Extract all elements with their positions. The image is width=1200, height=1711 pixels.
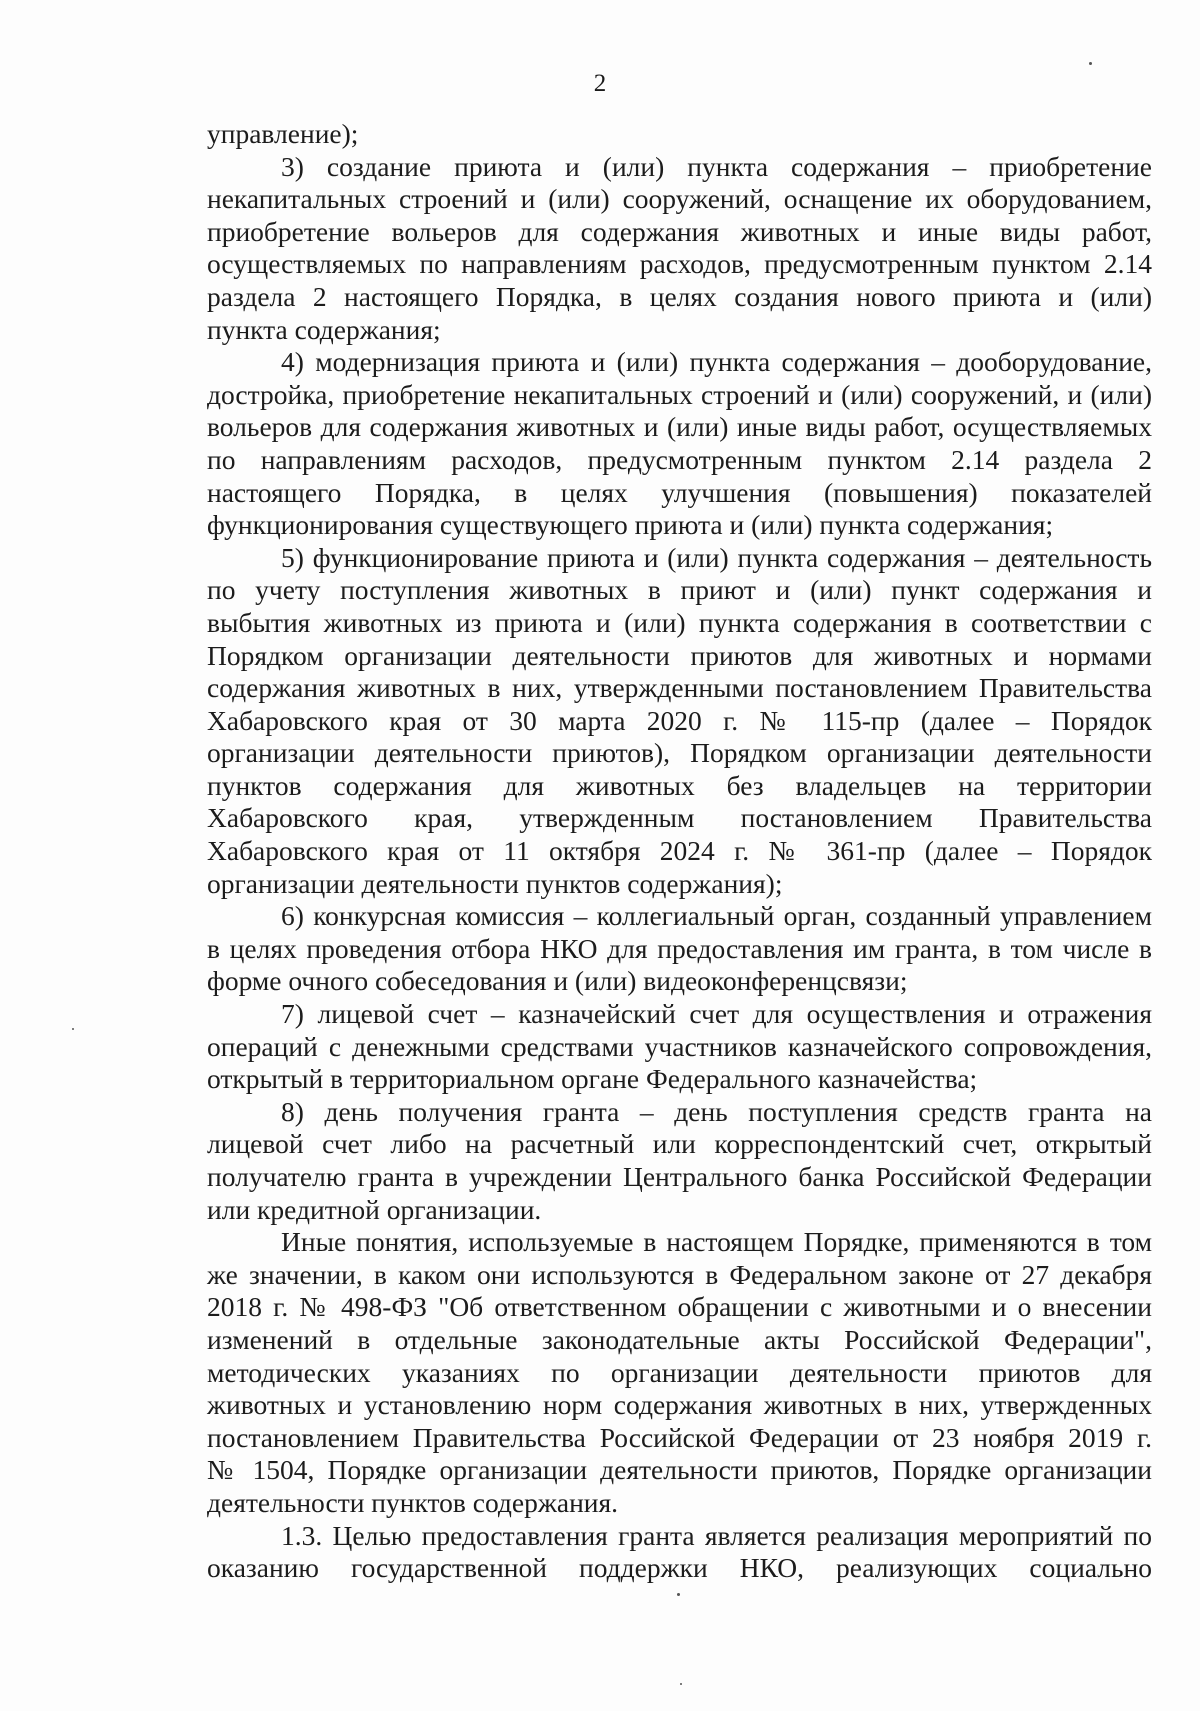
text-line: организации деятельности пунктов содержания); [207,867,783,899]
text-line: 5) функционирование приюта и (или) пункта содержания – деятельность [281,541,1152,573]
text-line: организации деятельности приютов), Порядком организации деятельности [207,737,1152,769]
text-line: Хабаровского края от 30 марта 2020 г. № 115-пр (далее – Порядок [207,704,1152,736]
text-line: настоящего Порядка, в целях улучшения (повышения) показателей [207,476,1152,508]
text-line: в целях проведения отбора НКО для предоставления им гранта, в том числе в [207,932,1152,964]
scan-speck [72,1028,74,1030]
text-line: по учету поступления животных в приют и (или) пункт содержания и [207,574,1152,606]
text-line: функционирования существующего приюта и (или) пункта содержания; [207,509,1054,541]
text-line: по направлениям расходов, предусмотренным пунктом 2.14 раздела 2 [207,443,1152,475]
text-line: управление); [207,118,359,149]
text-line: открытый в территориальном органе Федерального казначейства; [207,1063,978,1095]
text-line: некапитальных строений и (или) сооружений, оснащение их оборудованием, [207,183,1152,215]
text-line: лицевой счет либо на расчетный или корреспондентский счет, открытый [207,1128,1152,1160]
text-line: содержания животных в них, утвержденными постановлением Правительства [207,672,1152,704]
text-line: Порядком организации деятельности приютов для животных и нормами [207,639,1152,671]
text-line: животных и установлению норм содержания животных в них, утвержденных [207,1389,1152,1421]
text-line: 8) день получения гранта – день поступления средств гранта на [281,1095,1152,1127]
text-line: методических указаниях по организации деятельности приютов для [207,1356,1152,1388]
text-line: 3) создание приюта и (или) пункта содержания – приобретение [281,150,1152,182]
text-line: выбытия животных из приюта и (или) пункта содержания в соответствии с [207,606,1152,638]
text-line: пункта содержания; [207,313,441,345]
text-line: деятельности пунктов содержания. [207,1486,619,1518]
text-line: № 1504, Порядке организации деятельности приютов, Порядке организации [207,1454,1152,1486]
text-line: 6) конкурсная комиссия – коллегиальный орган, созданный управлением [281,900,1152,932]
text-line: же значении, в каком они используются в Федеральном законе от 27 декабря [207,1258,1152,1290]
text-line: вольеров для содержания животных и (или) иные виды работ, осуществляемых [207,411,1152,443]
text-line: форме очного собеседования и (или) видеоконференцсвязи; [207,965,908,997]
document-body [207,118,1152,1585]
text-line: 2018 г. № 498-ФЗ "Об ответственном обращении с животными и о внесении [207,1291,1152,1323]
text-line: оказанию государственной поддержки НКО, реализующих социально [207,1552,1152,1584]
text-line: осуществляемых по направлениям расходов, предусмотренным пунктом 2.14 [207,248,1152,280]
text-line: 1.3. Целью предоставления гранта является реализация мероприятий по [281,1519,1152,1551]
text-line: 7) лицевой счет – казначейский счет для осуществления и отражения [281,998,1152,1030]
page-number: 2 [593,70,607,97]
text-line: Хабаровского края от 11 октября 2024 г. № 361-пр (далее – Порядок [207,835,1152,867]
text-line: 4) модернизация приюта и (или) пункта содержания – дооборудование, [281,346,1152,378]
text-line: Хабаровского края, утвержденным постановлением Правительства [207,802,1152,834]
scan-speck [680,1683,682,1685]
scan-speck [1089,62,1092,65]
text-line: или кредитной организации. [207,1193,542,1225]
scan-speck [677,1593,680,1596]
text-line: получателю гранта в учреждении Центрального банка Российской Федерации [207,1161,1152,1192]
text-line: раздела 2 настоящего Порядка, в целях создания нового приюта и (или) [207,280,1152,312]
text-line: достройка, приобретение некапитальных строений и (или) сооружений, и (или) [207,378,1152,410]
text-line: пунктов содержания для животных без владельцев на территории [207,769,1152,801]
text-line: постановлением Правительства Российской Федерации от 23 ноября 2019 г. [207,1421,1152,1453]
text-line: приобретение вольеров для содержания животных и иные виды работ, [207,215,1152,247]
text-line: изменений в отдельные законодательные акты Российской Федерации", [207,1323,1152,1355]
text-line: операций с денежными средствами участников казначейского сопровождения, [207,1030,1152,1062]
text-line: Иные понятия, используемые в настоящем Порядке, применяются в том [281,1226,1152,1258]
